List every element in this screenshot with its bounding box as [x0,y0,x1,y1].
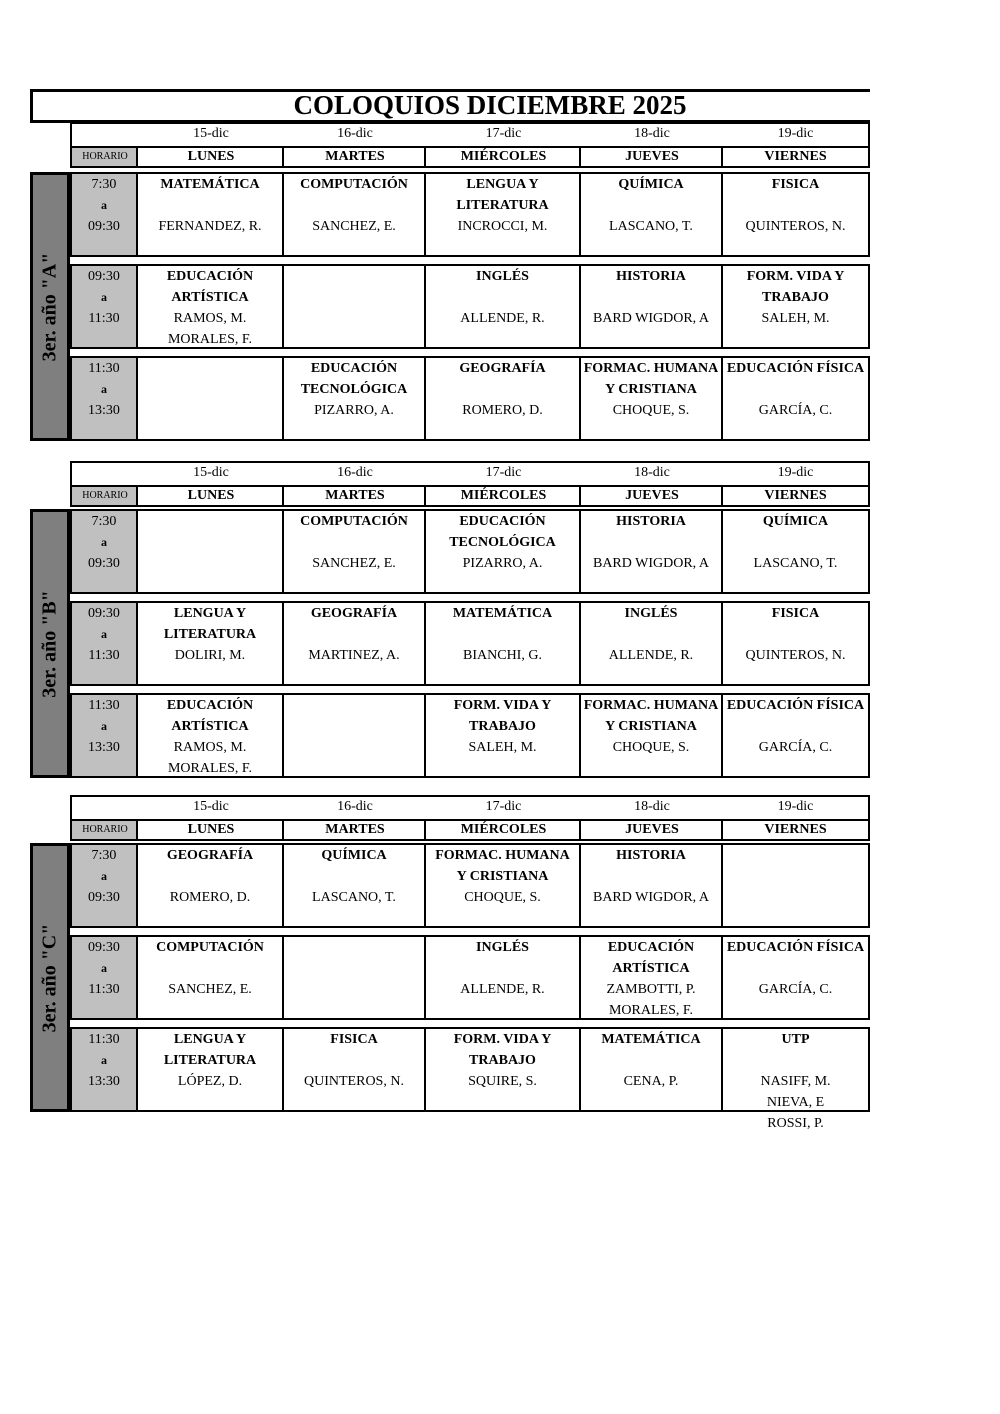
date-label: 15-dic [193,465,229,480]
column-divider [579,487,581,505]
column-divider [282,821,284,839]
day-label: MARTES [325,149,385,164]
time-range [72,358,138,439]
subject-name: FORM. VIDA Y TRABAJO [453,698,552,734]
teacher-name: BIANCHI, G. [463,648,542,663]
time-range [72,174,138,255]
exam-slot [284,1029,426,1110]
date-label: 19-dic [777,126,814,141]
day-label: LUNES [187,822,235,837]
subject-name: FISICA [771,177,820,192]
time-end: 11:30 [88,648,120,663]
date-label: 15-dic [193,799,229,814]
exam-slot [581,937,723,1018]
subject-name: MATEMÁTICA [452,606,553,621]
exam-slot [723,266,868,347]
subject-name: COMPUTACIÓN [300,177,408,192]
exam-slot [723,695,868,776]
subject-name: COMPUTACIÓN [156,940,264,955]
day-row [72,821,868,839]
time-start: 09:30 [88,269,120,284]
teacher-name: CHOQUE, S. [464,890,541,905]
time-range [72,511,138,592]
group-grid [30,172,870,441]
teacher-name: QUINTEROS, N. [745,648,846,663]
teacher-name: PIZARRO, A. [462,556,543,571]
exam-slot [284,603,426,684]
teacher-name: CHOQUE, S. [612,740,690,755]
date-label: 18-dic [634,799,670,814]
exam-slot [284,358,426,439]
exam-slot [284,511,426,592]
time-start: 09:30 [88,606,120,621]
time-range [72,266,138,347]
teacher-name: GARCÍA, C. [758,982,833,997]
teacher-name: ALLENDE, R. [460,311,545,326]
subject-name: FISICA [330,1032,378,1047]
subject-name: FORMAC. HUMANA Y CRISTIANA [583,361,719,397]
teacher-name: LASCANO, T. [609,219,693,234]
teacher-name: RAMOS, M. MORALES, F. [167,311,253,347]
subject-name: INGLÉS [624,606,678,621]
day-label: LUNES [187,488,235,503]
time-end: 11:30 [88,311,120,326]
day-label: VIERNES [764,488,827,503]
time-connector: a [101,198,107,212]
column-divider [282,487,284,505]
time-start: 09:30 [88,940,120,955]
day-row [72,487,868,505]
teacher-name: LASCANO, T. [312,890,396,905]
time-range [72,603,138,684]
teacher-name: SANCHEZ, E. [312,556,396,571]
day-label: VIERNES [764,822,827,837]
date-label: 16-dic [337,799,373,814]
subject-name: QUÍMICA [762,514,829,529]
column-divider [136,148,138,166]
teacher-name: LASCANO, T. [753,556,838,571]
date-label: 17-dic [485,465,522,480]
exam-slot [426,695,581,776]
exam-slot [284,174,426,255]
time-slot-row [70,172,870,257]
time-slot-row [70,935,870,1020]
time-slot-row [70,601,870,686]
date-label: 18-dic [634,126,670,141]
day-label: JUEVES [625,822,679,837]
group-side-label [30,172,70,441]
day-label: MIÉRCOLES [460,149,547,164]
time-slot-row [70,509,870,594]
teacher-name: ALLENDE, R. [460,982,545,997]
time-range [72,937,138,1018]
subject-name: QUÍMICA [618,177,684,192]
day-label: LUNES [187,149,235,164]
column-divider [424,821,426,839]
day-label: JUEVES [625,149,679,164]
schedule-header [70,122,870,168]
subject-name: LENGUA Y LITERATURA [163,1032,257,1068]
day-label: MARTES [325,488,385,503]
page-title: COLOQUIOS DICIEMBRE 2025 [293,90,687,120]
date-label: 18-dic [634,465,670,480]
column-divider [721,487,723,505]
exam-slot [426,174,581,255]
subject-name: UTP [781,1032,810,1047]
teacher-name: ROMERO, D. [169,890,251,905]
time-connector: a [101,869,107,883]
time-end: 09:30 [88,219,120,234]
time-connector: a [101,719,107,733]
time-slot-row [70,693,870,778]
day-label: MIÉRCOLES [460,488,547,503]
time-end: 11:30 [88,982,120,997]
subject-name: MATEMÁTICA [601,1032,701,1047]
column-divider [424,148,426,166]
exam-slot [284,266,426,347]
exam-slot [426,358,581,439]
time-start: 7:30 [91,514,117,529]
subject-name: QUÍMICA [321,848,387,863]
date-label: 16-dic [337,126,373,141]
time-slot-row [70,356,870,441]
time-start: 11:30 [88,698,120,713]
teacher-name: LÓPEZ, D. [177,1074,243,1089]
teacher-name: NASIFF, M. NIEVA, E ROSSI, P. [760,1074,831,1131]
date-label: 16-dic [337,465,373,480]
exam-slot [581,358,723,439]
teacher-name: QUINTEROS, N. [304,1074,404,1089]
date-label: 17-dic [485,799,522,814]
subject-name: LENGUA Y LITERATURA [456,177,549,213]
teacher-name: SQUIRE, S. [468,1074,537,1089]
column-divider [721,821,723,839]
exam-slot [138,937,284,1018]
exam-slot [581,1029,723,1110]
subject-name: GEOGRAFÍA [310,606,398,621]
group-label: 3er. año "A" [38,252,61,361]
teacher-name: INCROCCI, M. [457,219,548,234]
exam-slot [426,937,581,1018]
teacher-name: FERNANDEZ, R. [158,219,262,234]
teacher-name: CENA, P. [623,1074,679,1089]
exam-slot [284,695,426,776]
time-range [72,695,138,776]
group-label: 3er. año "B" [38,589,61,698]
exam-slot [284,937,426,1018]
exam-slot [138,1029,284,1110]
time-start: 11:30 [88,1032,120,1047]
subject-name: GEOGRAFÍA [166,848,254,863]
time-end: 09:30 [88,890,120,905]
exam-slot [723,358,868,439]
exam-slot [426,845,581,926]
group-side-label [30,843,70,1112]
exam-slot [581,174,723,255]
exam-slot [138,603,284,684]
subject-name: FISICA [771,606,820,621]
time-end: 09:30 [88,556,120,571]
exam-slot [723,174,868,255]
teacher-name: MARTINEZ, A. [308,648,400,663]
time-range [72,1029,138,1110]
day-label: MIÉRCOLES [460,822,547,837]
subject-name: INGLÉS [476,940,529,955]
exam-slot [723,1029,868,1131]
subject-name: EDUCACIÓN FÍSICA [726,361,865,376]
date-label: 17-dic [485,126,522,141]
subject-name: COMPUTACIÓN [300,514,408,529]
date-label: 15-dic [193,126,229,141]
day-label: MARTES [325,822,385,837]
group-side-label [30,509,70,778]
subject-name: EDUCACIÓN ARTÍSTICA [166,698,254,734]
time-connector: a [101,627,107,641]
teacher-name: SALEH, M. [468,740,537,755]
exam-slot [138,845,284,926]
teacher-name: SANCHEZ, E. [168,982,252,997]
column-divider [282,148,284,166]
subject-name: GEOGRAFÍA [459,361,546,376]
teacher-name: BARD WIGDOR, A [592,556,710,571]
subject-name: HISTORIA [616,269,686,284]
time-slot-row [70,843,870,928]
teacher-name: BARD WIGDOR, A [592,311,710,326]
date-label: 19-dic [777,465,814,480]
time-connector: a [101,382,107,396]
subject-name: EDUCACIÓN ARTÍSTICA [607,940,695,976]
date-label: 19-dic [777,799,814,814]
group-label: 3er. año "C" [38,923,61,1032]
teacher-name: SANCHEZ, E. [312,219,396,234]
exam-slot [138,511,284,592]
time-end: 13:30 [88,403,120,418]
exam-slot [581,845,723,926]
day-row [72,148,868,166]
subject-name: EDUCACIÓN TECNOLÓGICA [449,514,556,550]
teacher-name: RAMOS, M. MORALES, F. [167,740,253,776]
teacher-name: GARCÍA, C. [758,740,833,755]
horario-label: HORARIO [72,487,138,505]
teacher-name: PIZARRO, A. [314,403,394,418]
subject-name: FORMAC. HUMANA Y CRISTIANA [583,698,719,734]
teacher-name: SALEH, M. [761,311,830,326]
time-start: 11:30 [88,361,120,376]
subject-name: LENGUA Y LITERATURA [163,606,257,642]
schedule-header [70,795,870,841]
day-label: JUEVES [625,488,679,503]
subject-name: HISTORIA [616,514,686,529]
exam-slot [138,266,284,347]
exam-slot [426,603,581,684]
subject-name: HISTORIA [616,848,686,863]
time-end: 13:30 [88,1074,120,1089]
subject-name: INGLÉS [476,269,529,284]
subject-name: EDUCACIÓN FÍSICA [726,698,865,713]
day-label: VIERNES [764,149,827,164]
time-connector: a [101,1053,107,1067]
column-divider [424,487,426,505]
exam-slot [581,695,723,776]
subject-name: MATEMÁTICA [160,177,260,192]
date-row [72,463,868,487]
column-divider [136,821,138,839]
exam-slot [581,603,723,684]
column-divider [136,487,138,505]
time-connector: a [101,961,107,975]
group-grid [30,843,870,1131]
time-start: 7:30 [91,848,117,863]
time-connector: a [101,535,107,549]
teacher-name: ZAMBOTTI, P. MORALES, F. [606,982,696,1018]
column-divider [579,148,581,166]
exam-slot [426,511,581,592]
time-start: 7:30 [91,177,117,192]
teacher-name: ROMERO, D. [462,403,543,418]
teacher-name: ALLENDE, R. [608,648,694,663]
teacher-name: BARD WIGDOR, A [592,890,710,905]
exam-slot [723,511,868,592]
time-end: 13:30 [88,740,120,755]
date-row [72,797,868,821]
subject-name: EDUCACIÓN FÍSICA [726,940,865,955]
exam-slot [284,845,426,926]
time-slot-row [70,264,870,349]
subject-name: EDUCACIÓN ARTÍSTICA [166,269,254,305]
time-range [72,845,138,926]
exam-slot [138,695,284,776]
exam-slot [138,174,284,255]
time-connector: a [101,290,107,304]
subject-name: FORMAC. HUMANA Y CRISTIANA [435,848,570,884]
exam-slot [138,358,284,439]
exam-slot [581,511,723,592]
horario-label: HORARIO [72,148,138,166]
time-slot-row [70,1027,870,1131]
exam-slot [723,845,868,926]
horario-label: HORARIO [72,821,138,839]
subject-name: FORM. VIDA Y TRABAJO [453,1032,552,1068]
exam-slot [723,603,868,684]
exam-slot [426,266,581,347]
teacher-name: GARCÍA, C. [758,403,833,418]
subject-name: EDUCACIÓN TECNOLÓGICA [300,361,408,397]
group-grid [30,509,870,778]
teacher-name: DOLIRI, M. [174,648,246,663]
teacher-name: CHOQUE, S. [612,403,690,418]
teacher-name: QUINTEROS, N. [745,219,846,234]
exam-slot [723,937,868,1018]
schedule-header [70,461,870,507]
exam-slot [581,266,723,347]
exam-slot [426,1029,581,1110]
subject-name: FORM. VIDA Y TRABAJO [746,269,845,305]
column-divider [721,148,723,166]
column-divider [579,821,581,839]
date-row [72,124,868,148]
